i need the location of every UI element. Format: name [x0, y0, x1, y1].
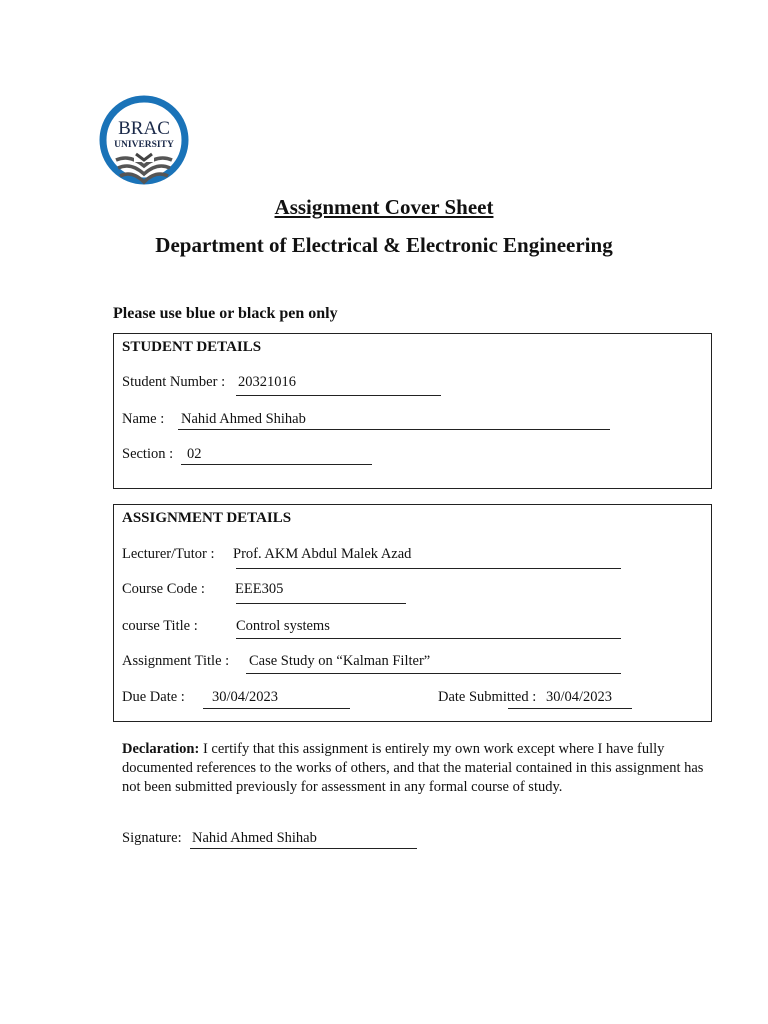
due-date-line: [203, 708, 350, 709]
brac-university-logo: [98, 94, 190, 194]
course-title-line: [236, 638, 621, 639]
declaration-label: Declaration:: [122, 741, 200, 757]
assignment-details-box: [113, 504, 712, 722]
lecturer-label: Lecturer/Tutor :: [122, 546, 215, 562]
name-line: [178, 429, 610, 430]
due-date-label: Due Date :: [122, 689, 185, 705]
date-submitted-line: [508, 708, 632, 709]
lecturer-line: [236, 568, 621, 569]
declaration-text: I certify that this assignment is entirely my own work except where I have fully documented references to the works of others, and that the material contained in this assignment has not been submitted previously for assessment in any formal course of study.: [122, 741, 704, 795]
name-label: Name :: [122, 411, 165, 427]
student-number-value: 20321016: [238, 374, 296, 390]
signature-value: Nahid Ahmed Shihab: [192, 830, 317, 846]
course-title-value: Control systems: [236, 618, 330, 634]
signature-line: [190, 848, 417, 849]
course-code-value: EEE305: [235, 581, 284, 597]
student-number-label: Student Number :: [122, 374, 226, 390]
assignment-details-heading: ASSIGNMENT DETAILS: [122, 510, 292, 526]
section-value: 02: [187, 446, 202, 462]
assignment-title-line: [246, 673, 621, 674]
student-number-line: [236, 395, 441, 396]
lecturer-value: Prof. AKM Abdul Malek Azad: [233, 546, 412, 562]
date-submitted-value: 30/04/2023: [546, 689, 613, 705]
section-label: Section :: [122, 446, 174, 462]
section-line: [181, 464, 372, 465]
page-title: Assignment Cover Sheet: [274, 195, 494, 219]
due-date-value: 30/04/2023: [212, 689, 279, 705]
declaration: [122, 740, 712, 797]
assignment-title-value: Case Study on “Kalman Filter”: [249, 653, 431, 669]
signature-label: Signature:: [122, 830, 182, 846]
course-code-line: [236, 603, 406, 604]
pen-instruction: Please use blue or black pen only: [113, 305, 338, 322]
assignment-title-label: Assignment Title :: [122, 653, 230, 669]
svg-text:UNIVERSITY: UNIVERSITY: [114, 140, 174, 150]
name-value: Nahid Ahmed Shihab: [181, 411, 306, 427]
course-title-label: course Title :: [122, 618, 198, 634]
svg-text:BRAC: BRAC: [118, 118, 170, 139]
student-details-heading: STUDENT DETAILS: [122, 339, 262, 355]
date-submitted-label: Date Submitted :: [438, 689, 537, 705]
course-code-label: Course Code :: [122, 581, 205, 597]
department-title: Department of Electrical & Electronic Engineering: [155, 233, 613, 257]
